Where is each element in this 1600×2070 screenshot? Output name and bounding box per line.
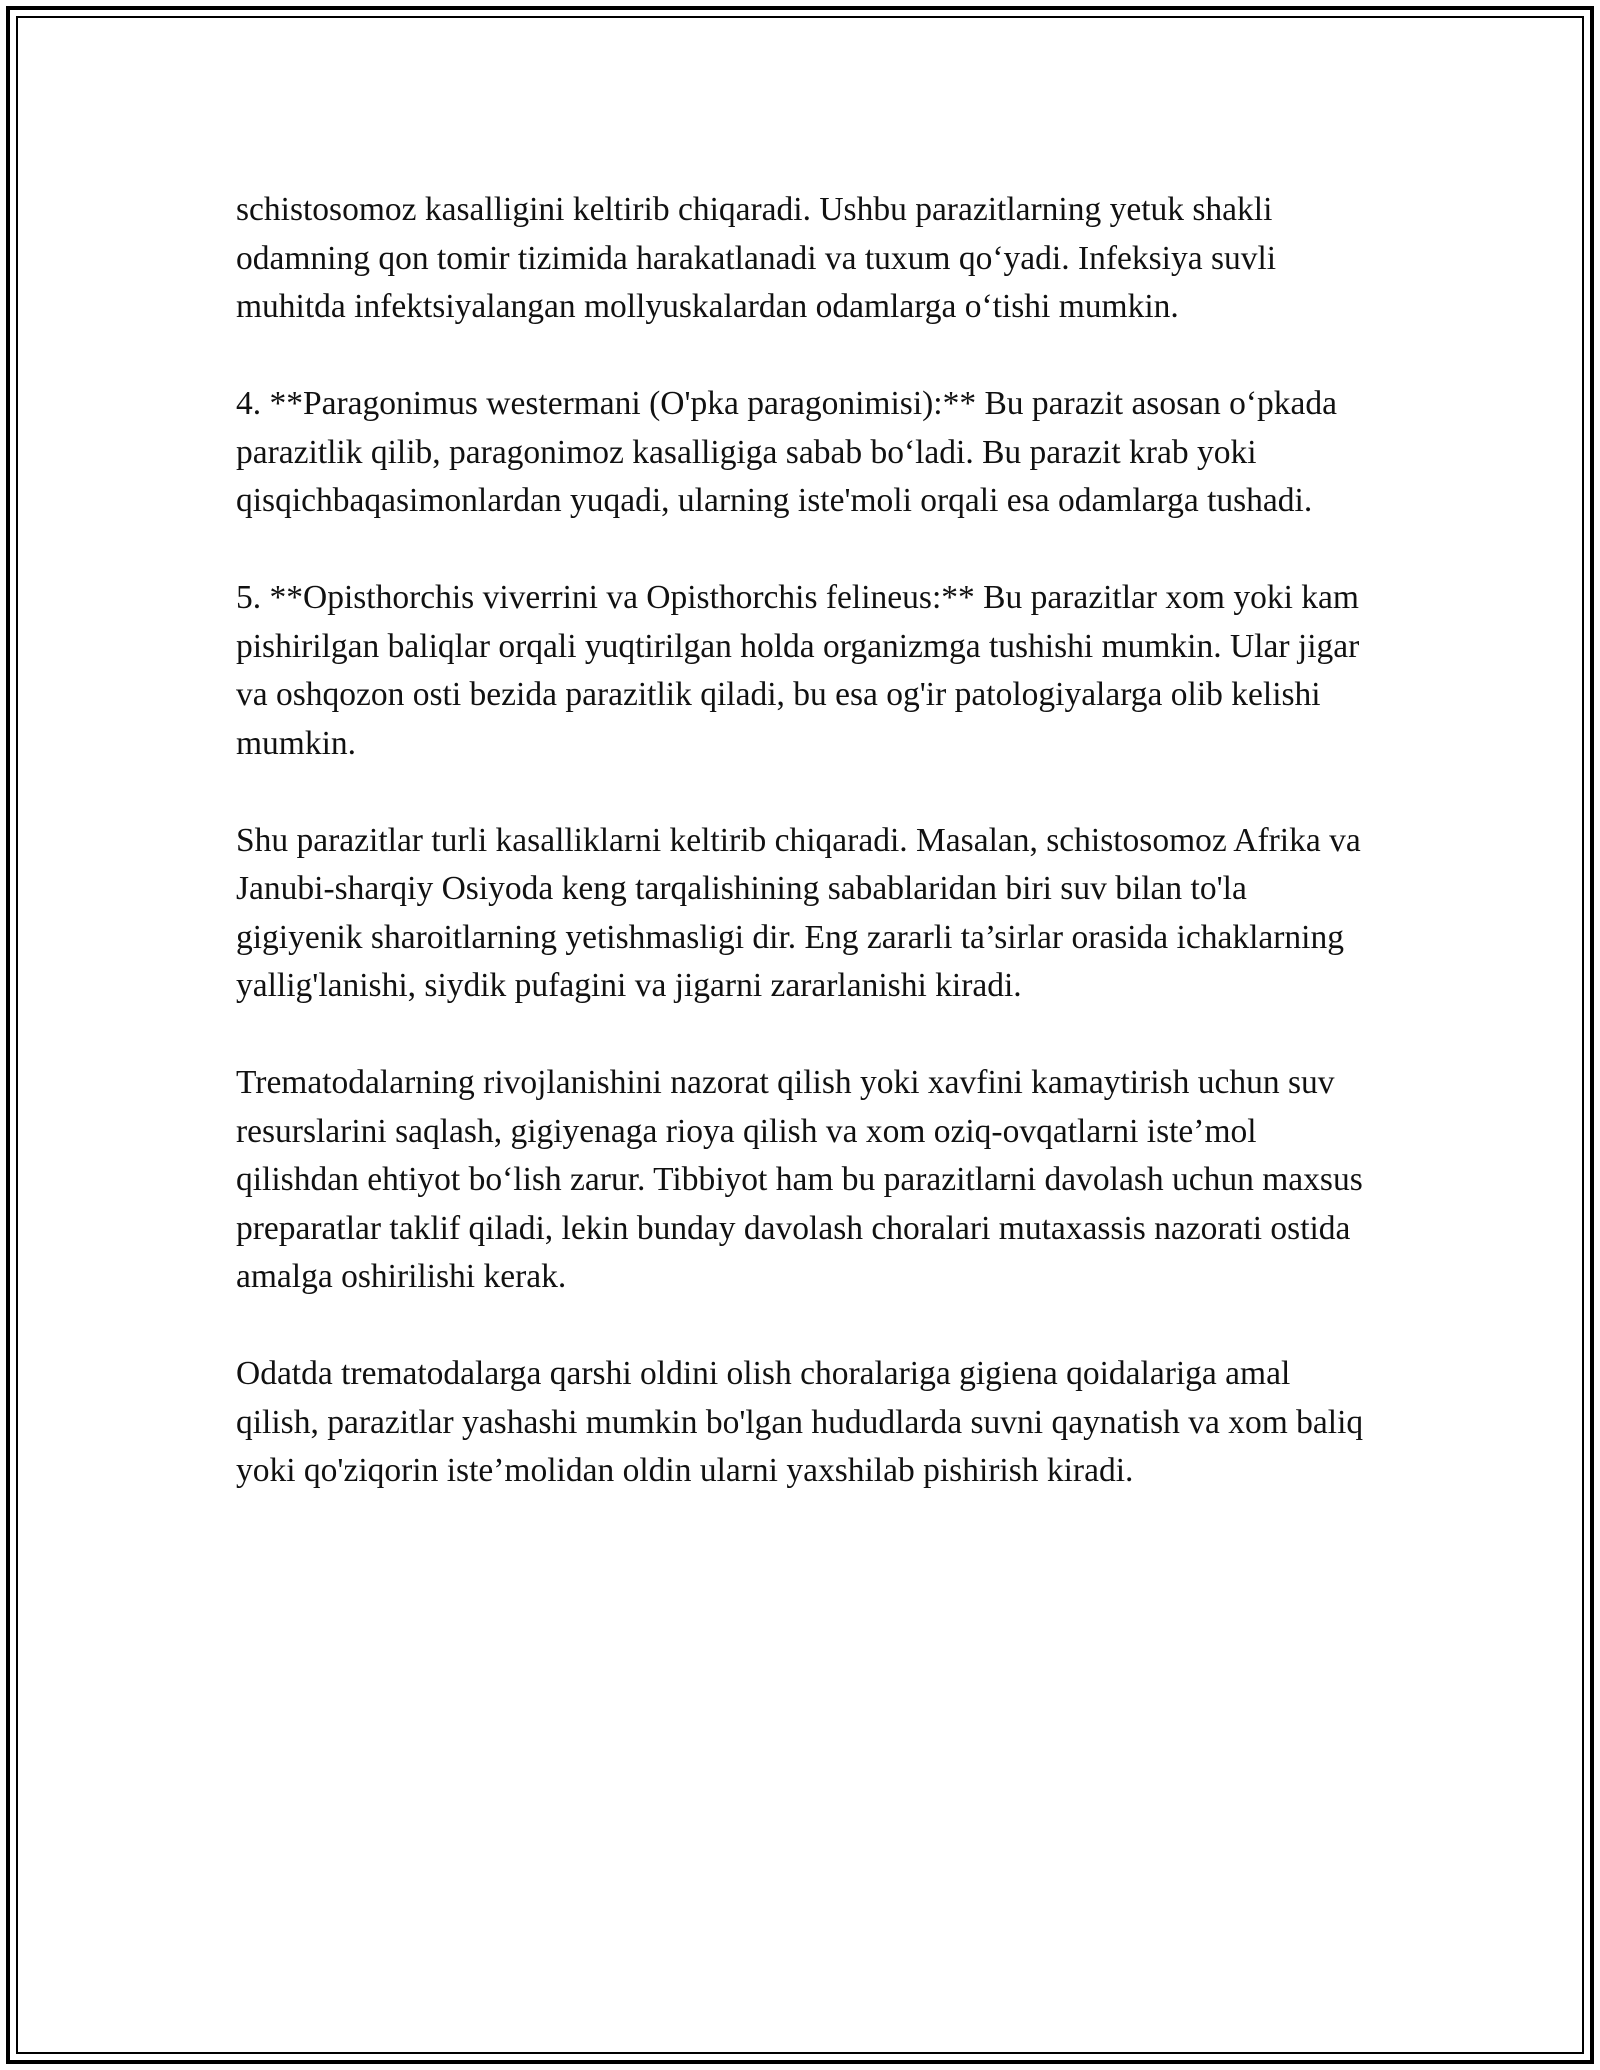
paragraph-diseases: Shu parazitlar turli kasalliklarni keltirib chiqaradi. Masalan, schistosomoz Afrika va Janubi-sharqiy Osiyoda keng tarqalishining sabablaridan biri suv bilan to'la gigiyenik sharoitlarning yetishmasligi dir. Eng zararli ta’sirlar orasida ichaklarning yallig'lanishi, siydik pufagini va jigarni zararlanishi kiradi. — [236, 821, 1361, 1004]
paragraph-control: Trematodalarning rivojlanishini nazorat qilish yoki xavfini kamaytirish uchun suv resurslarini saqlash, gigiyenaga rioya qilish va xom oziq-ovqatlarni iste’mol qilishdan ehtiyot bo‘lish zarur. Tibbiyot ham bu parazitlarni davolash uchun maxsus preparatlar taklif qiladi, lekin bunday davolash choralari mutaxassis nazorati ostida amalga oshirilishi kerak. — [236, 1064, 1363, 1295]
paragraph-prevention: Odatda trematodalarga qarshi oldini olish choralariga gigiena qoidalariga amal qilish, parazitlar yashashi mumkin bo'lgan hududlarda suvni qaynatish va xom baliq yoki qo'ziqorin iste’molidan oldin ularni yaxshilab pishirish kiradi. — [236, 1355, 1364, 1489]
paragraph-schistosoma-continued: schistosomoz kasalligini keltirib chiqaradi. Ushbu parazitlarning yetuk shakli odamning qon tomir tizimida harakatlanadi va tuxum qo‘yadi. Infeksiya suvli muhitda infektsiyalangan mollyuskalardan odamlarga o‘tishi mumkin. — [236, 191, 1277, 325]
document-body — [236, 186, 1376, 1544]
paragraph-opisthorchis: 5. **Opisthorchis viverrini va Opisthorchis felineus:** Bu parazitlar xom yoki kam pishirilgan baliqlar orqali yuqtirilgan holda organizmga tushishi mumkin. Ular jigar va oshqozon osti bezida parazitlik qiladi, bu esa og'ir patologiyalarga olib kelishi mumkin. — [236, 579, 1360, 762]
paragraph-paragonimus: 4. **Paragonimus westermani (O'pka paragonimisi):** Bu parazit asosan o‘pkada parazitlik qilib, paragonimoz kasalligiga sabab bo‘ladi. Bu parazit krab yoki qisqichbaqasimonlardan yuqadi, ularning iste'moli orqali esa odamlarga tushadi. — [236, 385, 1338, 519]
